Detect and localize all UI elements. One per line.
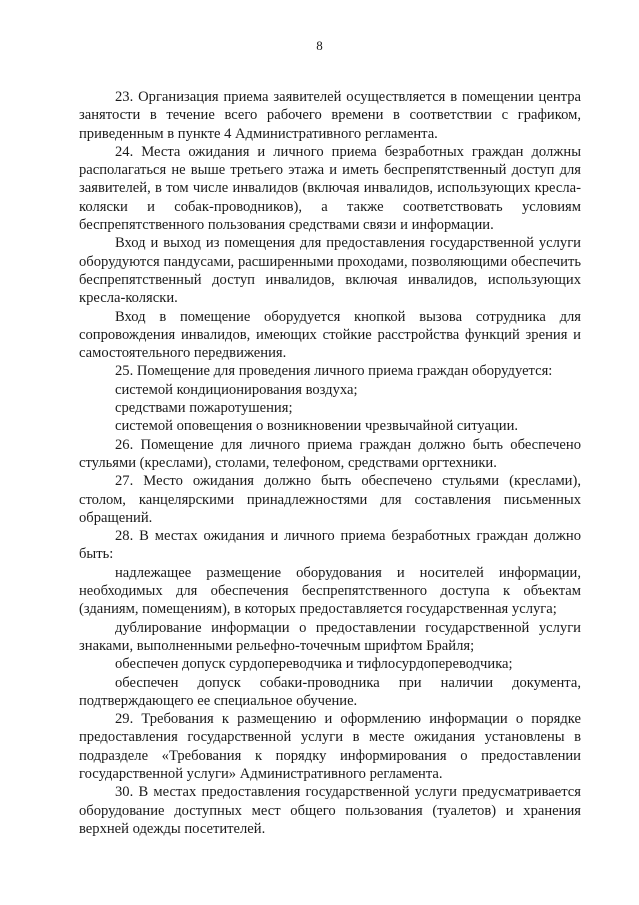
paragraph-30: 30. В местах предоставления государственной услуги предусматривается оборудование доступных мест общего пользования (туалетов) и хранения верхней одежды посетителей. bbox=[79, 784, 581, 837]
paragraph-entrance-exit: Вход и выход из помещения для предоставления государственной услуги оборудуются пандусами, расширенными проходами, позволяющими обеспечить беспрепятственный доступ инвалидов, включая инвалидов, использующих кресла-коляски. bbox=[79, 235, 581, 307]
document-body bbox=[79, 88, 581, 838]
list-item: дублирование информации о предоставлении государственной услуги знаками, выполненными рельефно-точечным шрифтом Брайля; bbox=[79, 619, 581, 654]
list-item: обеспечен допуск собаки-проводника при наличии документа, подтверждающего ее специальное обучение. bbox=[79, 674, 581, 709]
list-item: средствами пожаротушения; bbox=[115, 400, 293, 417]
paragraph-26: 26. Помещение для личного приема граждан должно быть обеспечено стульями (креслами), столами, телефоном, средствами оргтехники. bbox=[79, 436, 581, 471]
list-item: системой оповещения о возникновении чрезвычайной ситуации. bbox=[115, 418, 519, 435]
paragraph-28: 28. В местах ожидания и личного приема безработных граждан должно быть: bbox=[79, 528, 581, 563]
list-item: системой кондиционирования воздуха; bbox=[115, 381, 358, 398]
paragraph-23: 23. Организация приема заявителей осуществляется в помещении центра занятости в течение всего рабочего времени в соответствии с графиком, приведенным в пункте 4 Административного регламента. bbox=[79, 89, 581, 142]
paragraph-25: 25. Помещение для проведения личного приема граждан оборудуется: bbox=[115, 363, 553, 380]
paragraph-27: 27. Место ожидания должно быть обеспечено стульями (креслами), столом, канцелярскими принадлежностями для составления письменных обращений. bbox=[79, 473, 581, 526]
paragraph-24: 24. Места ожидания и личного приема безработных граждан должны располагаться не выше третьего этажа и иметь беспрепятственный доступ для заявителей, в том числе инвалидов (включая инвалидов, использующих кресла-коляски и собак-проводников), а также соответствовать условиям беспрепятственного пользования средствами связи и информации. bbox=[79, 143, 581, 234]
paragraph-entrance-button: Вход в помещение оборудуется кнопкой вызова сотрудника для сопровождения инвалидов, имеющих стойкие расстройства функций зрения и самостоятельного передвижения. bbox=[79, 308, 581, 362]
page-number: 8 bbox=[316, 38, 323, 53]
list-item: надлежащее размещение оборудования и носителей информации, необходимых для обеспечения беспрепятственного доступа к объектам (зданиям, помещениям), в которых предоставляется государственная услуга; bbox=[79, 564, 581, 618]
list-item: обеспечен допуск сурдопереводчика и тифлосурдопереводчика; bbox=[115, 656, 513, 673]
paragraph-29: 29. Требования к размещению и оформлению информации о порядке предоставления государственной услуги в месте ожидания установлены в подразделе «Требования к порядку информирования о предоставлении государственной услуги» Административного регламента. bbox=[79, 711, 581, 782]
